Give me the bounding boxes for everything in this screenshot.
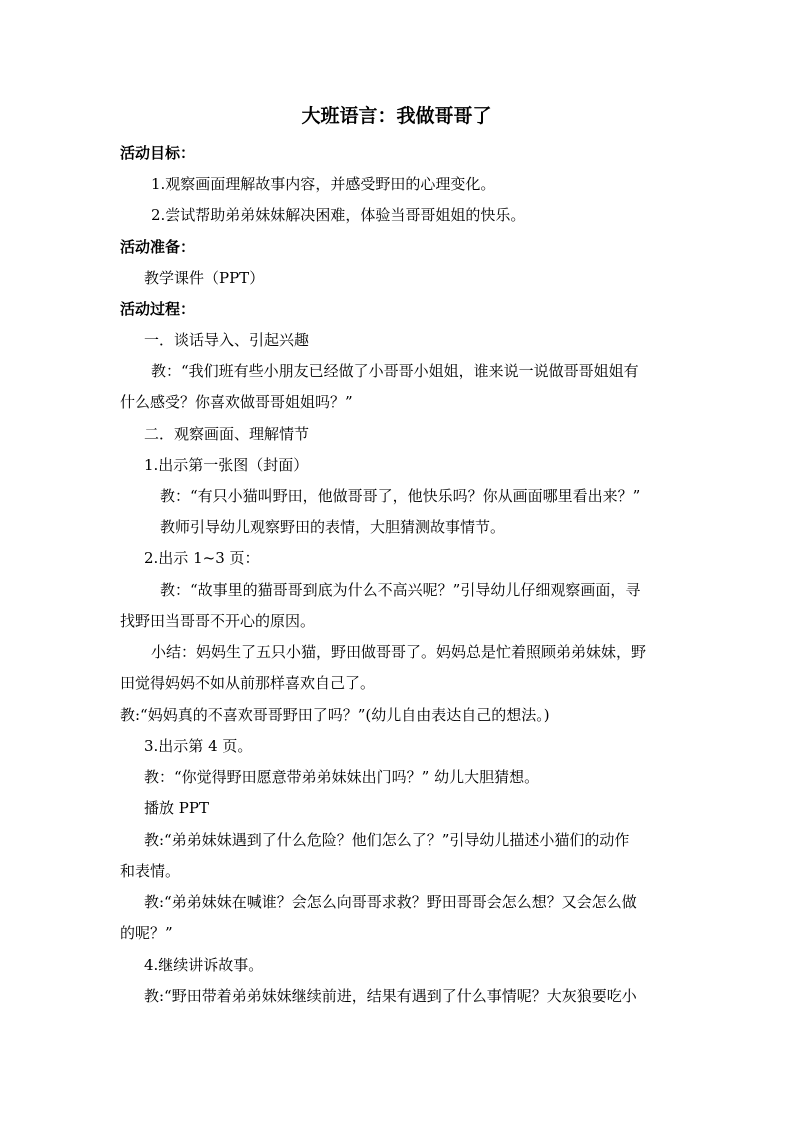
step-2-1-note: 教师引导幼儿观察野田的表情，大胆猜测故事情节。 (160, 518, 506, 536)
prep-item: 教学课件（PPT） (144, 269, 265, 287)
step-2-3-play-ppt: 播放 PPT (144, 799, 209, 817)
step-2-3-danger-line-2: 和表情。 (120, 862, 181, 880)
goal-2: 2.尝试帮助弟弟妹妹解决困难，体验当哥哥姐姐的快乐。 (151, 206, 526, 224)
step-2-1-paragraph: 教：“有只小猫叫野田，他做哥哥了，他快乐吗？你从画面哪里看出来？” (160, 487, 641, 505)
step-2-1-heading: 1.出示第一张图（封面） (144, 456, 309, 474)
step-2-3-call-line-2: 的呢？” (120, 924, 173, 942)
process-heading: 活动过程： (120, 300, 196, 318)
goal-1: 1.观察画面理解故事内容，并感受野田的心理变化。 (151, 175, 496, 193)
step-2-2-summary-line-1: 小结：妈妈生了五只小猫，野田做哥哥了。妈妈总是忙着照顾弟弟妹妹，野 (151, 643, 647, 661)
prep-heading: 活动准备： (120, 238, 196, 256)
step-2-3-call-line-1: 教:“弟弟妹妹在喊谁？会怎么向哥哥求救？野田哥哥会怎么想？又会怎么做 (144, 893, 637, 911)
goals-heading: 活动目标： (120, 144, 196, 162)
document-title: 大班语言：我做哥哥了 (301, 105, 492, 127)
step-2-2-paragraph-line-2: 找野田当哥哥不开心的原因。 (120, 612, 316, 630)
step-2-3-paragraph: 教：“你觉得野田愿意带弟弟妹妹出门吗？” 幼儿大胆猜想。 (144, 768, 540, 786)
step-2-2-summary-line-2: 田觉得妈妈不如从前那样喜欢自己了。 (120, 674, 376, 692)
step-1-paragraph-line-2: 什么感受？你喜欢做哥哥姐姐吗？” (120, 393, 353, 411)
step-2-3-danger-line-1: 教:“弟弟妹妹遇到了什么危险？他们怎么了？”引导幼儿描述小猫们的动作 (144, 831, 630, 849)
step-2-2-paragraph-line-1: 教：“故事里的猫哥哥到底为什么不高兴呢？”引导幼儿仔细观察画面，寻 (160, 581, 641, 599)
step-2-4-paragraph: 教:“野田带着弟弟妹妹继续前进，结果有遇到了什么事情呢？大灰狼要吃小 (144, 987, 637, 1005)
step-2-heading: 二．观察画面、理解情节 (144, 425, 310, 443)
step-2-2-question: 教:“妈妈真的不喜欢哥哥野田了吗？”(幼儿自由表达自己的想法。) (120, 706, 550, 724)
step-2-4-heading: 4.继续讲诉故事。 (144, 956, 264, 974)
step-1-paragraph-line-1: 教：“我们班有些小朋友已经做了小哥哥小姐姐，谁来说一说做哥哥姐姐有 (151, 362, 639, 380)
step-1-heading: 一．谈话导入、引起兴趣 (144, 331, 310, 349)
step-2-2-heading: 2.出示 1~3 页： (144, 549, 260, 567)
step-2-3-heading: 3.出示第 4 页。 (144, 737, 253, 755)
